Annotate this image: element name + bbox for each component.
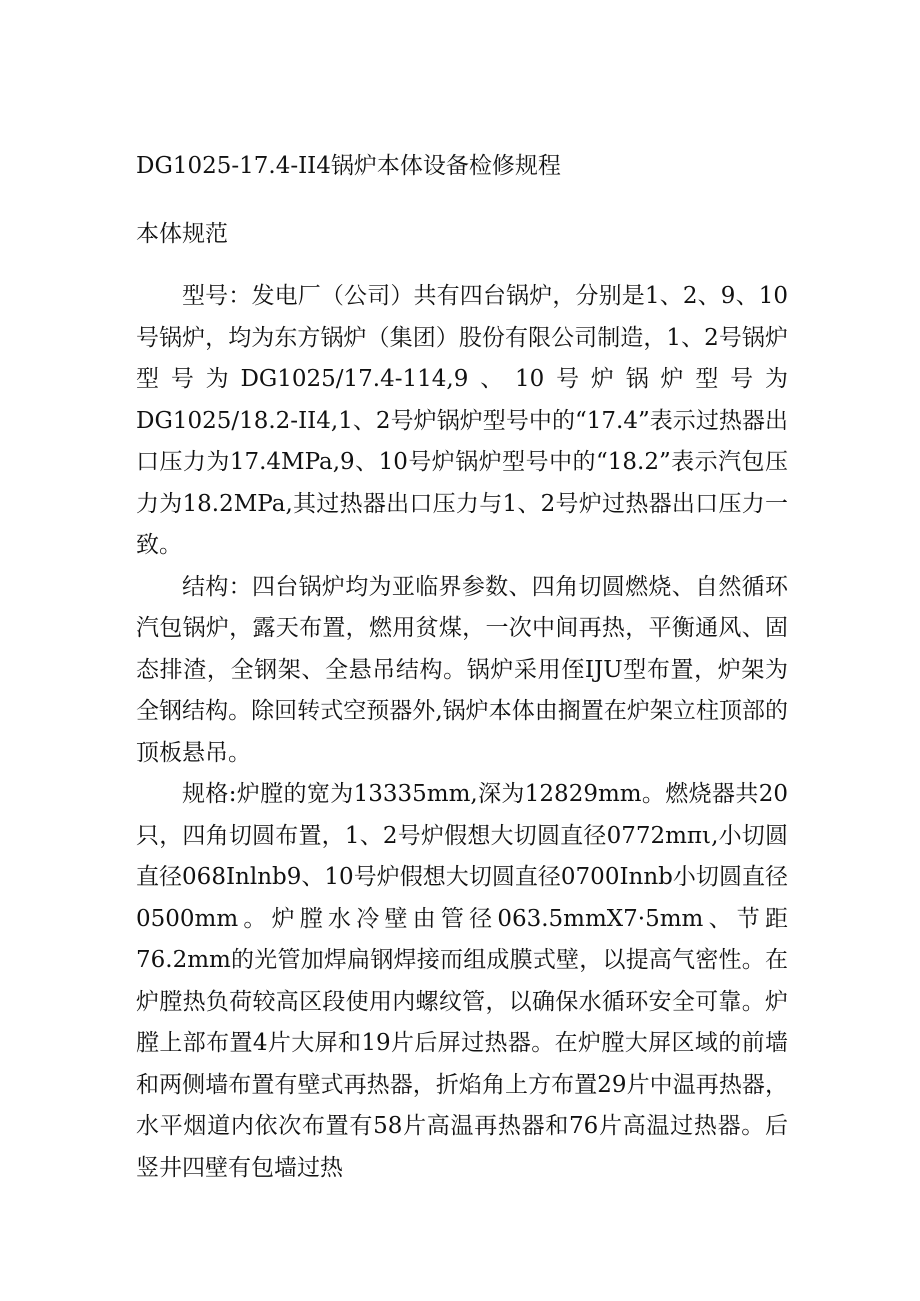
document-title: DG1025-17.4-II4锅炉本体设备检修规程: [136, 153, 561, 179]
paragraph-model: 型号：发电厂（公司）共有四台锅炉，分别是1、2、9、10号锅炉，均为东方锅炉（集团）股份有限公司制造，1、2号锅炉型号为DG1025/17.4-114,9、10号炉锅炉型号为DG1025/18.2-II4,1、2号炉锅炉型号中的“17.4”表示过热器出口压力为17.4MPa,9、10号炉锅炉型号中的“18.2”表示汽包压力为18.2MPa,其过热器出口压力与1、2号炉过热器出口压力一致。: [136, 283, 788, 558]
document-body: [136, 276, 788, 1189]
paragraph-specification: 规格:炉膛的宽为13335mm,深为12829mm。燃烧器共20只，四角切圆布置，1、2号炉假想大切圆直径0772mπι,小切圆直径068Inlnb9、10号炉假想大切圆直径0700Innb小切圆直径0500mm。炉膛水冷壁由管径063.5mmX7·5mm、节距76.2mm的光管加焊扁钢焊接而组成膜式壁，以提高气密性。在炉膛热负荷较高区段使用内螺纹管，以确保水循环安全可靠。炉膛上部布置4片大屏和19片后屏过热器。在炉膛大屏区域的前墙和两侧墙布置有壁式再热器，折焰角上方布置29片中温再热器，水平烟道内依次布置有58片高温再热器和76片高温过热器。后竖井四壁有包墙过热: [136, 781, 788, 1181]
section-heading: 本体规范: [136, 221, 228, 247]
paragraph-structure: 结构：四台锅炉均为亚临界参数、四角切圆燃烧、自然循环汽包锅炉，露天布置，燃用贫煤，一次中间再热，平衡通风、固态排渣，全钢架、全悬吊结构。锅炉采用侄IJU型布置，炉架为全钢结构。除回转式空预器外,锅炉本体由搁置在炉架立柱顶部的顶板悬吊。: [136, 573, 788, 766]
